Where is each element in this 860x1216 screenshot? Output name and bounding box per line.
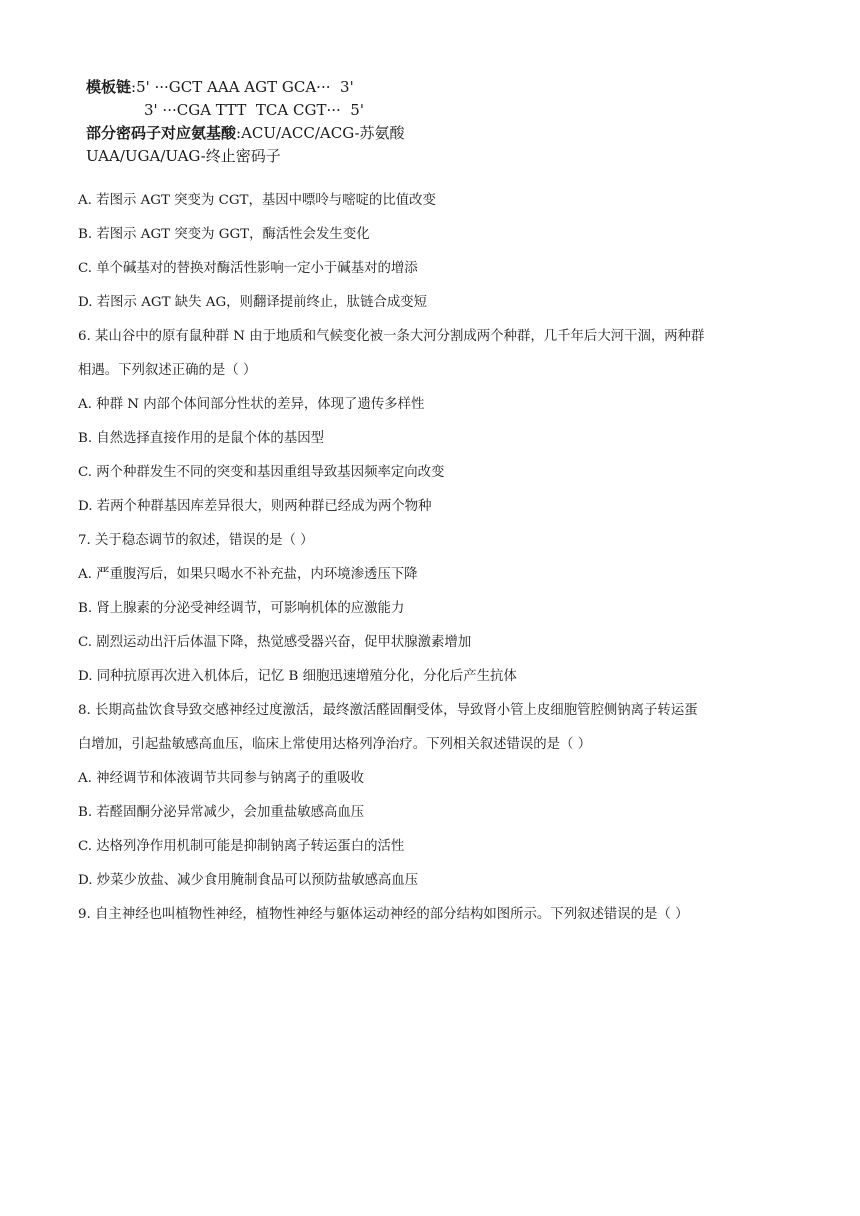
q6-option-a: A. 种群 N 内部个体间部分性状的差异，体现了遗传多样性 (78, 397, 425, 412)
dna-template-figure (86, 76, 506, 168)
q6-option-b: B. 自然选择直接作用的是鼠个体的基因型 (78, 431, 324, 446)
q8-stem-line1: 8. 长期高盐饮食导致交感神经过度激活，最终激活醛固酮受体，导致肾小管上皮细胞管腔侧钠离子转运蛋 (78, 703, 698, 718)
q8-option-a: A. 神经调节和体液调节共同参与钠离子的重吸收 (78, 771, 364, 786)
codon-note-label: 部分密码子对应氨基酸 (86, 124, 237, 142)
template-label: 模板链 (86, 78, 132, 96)
q8-stem-line2: 白增加，引起盐敏感高血压，临床上常使用达格列净治疗。下列相关叙述错误的是（ ） (78, 737, 592, 752)
q8-option-b: B. 若醛固酮分泌异常减少，会加重盐敏感高血压 (78, 805, 365, 820)
q6-option-c: C. 两个种群发生不同的突变和基因重组导致基因频率定向改变 (78, 465, 445, 480)
q7-option-a: A. 严重腹泻后，如果只喝水不补充盐，内环境渗透压下降 (78, 567, 418, 582)
q6-option-d: D. 若两个种群基因库差异很大，则两种群已经成为两个物种 (78, 499, 432, 514)
q7-option-b: B. 肾上腺素的分泌受神经调节，可影响机体的应激能力 (78, 601, 405, 616)
exam-content (78, 184, 794, 932)
q5-option-d: D. 若图示 AGT 缺失 AG，则翻译提前终止，肽链合成变短 (78, 295, 428, 310)
q5-option-c: C. 单个碱基对的替换对酶活性影响一定小于碱基对的增添 (78, 261, 418, 276)
strand-top-sequence: :5' ···GCT AAA AGT GCA··· 3' (131, 78, 354, 96)
q7-option-c: C. 剧烈运动出汗后体温下降，热觉感受器兴奋，促甲状腺激素增加 (78, 635, 472, 650)
q6-stem-line2: 相遇。下列叙述正确的是（ ） (78, 363, 257, 378)
codon-note (86, 122, 506, 145)
q7-option-d: D. 同种抗原再次进入机体后，记忆 B 细胞迅速增殖分化，分化后产生抗体 (78, 669, 517, 684)
q8-option-d: D. 炒菜少放盐、减少食用腌制食品可以预防盐敏感高血压 (78, 873, 419, 888)
q6-stem-line1: 6. 某山谷中的原有鼠种群 N 由于地质和气候变化被一条大河分割成两个种群，几千年后大河干涸，两种群 (78, 329, 705, 344)
q5-option-a: A. 若图示 AGT 突变为 CGT，基因中嘌呤与嘧啶的比值改变 (78, 193, 436, 208)
codon-note-value: :ACU/ACC/ACG-苏氨酸 (236, 124, 405, 142)
stop-codon-note: UAA/UGA/UAG-终止密码子 (86, 147, 281, 165)
q8-option-c: C. 达格列净作用机制可能是抑制钠离子转运蛋白的活性 (78, 839, 405, 854)
q9-stem: 9. 自主神经也叫植物性神经，植物性神经与躯体运动神经的部分结构如图所示。下列叙述错误的是（ ） (78, 907, 689, 922)
template-strand-bottom: 3' ···CGA TTT TCA CGT··· 5' (144, 101, 364, 119)
q7-stem: 7. 关于稳态调节的叙述，错误的是（ ） (78, 533, 314, 548)
template-strand-top (86, 76, 506, 99)
q5-option-b: B. 若图示 AGT 突变为 GGT，酶活性会发生变化 (78, 227, 370, 242)
